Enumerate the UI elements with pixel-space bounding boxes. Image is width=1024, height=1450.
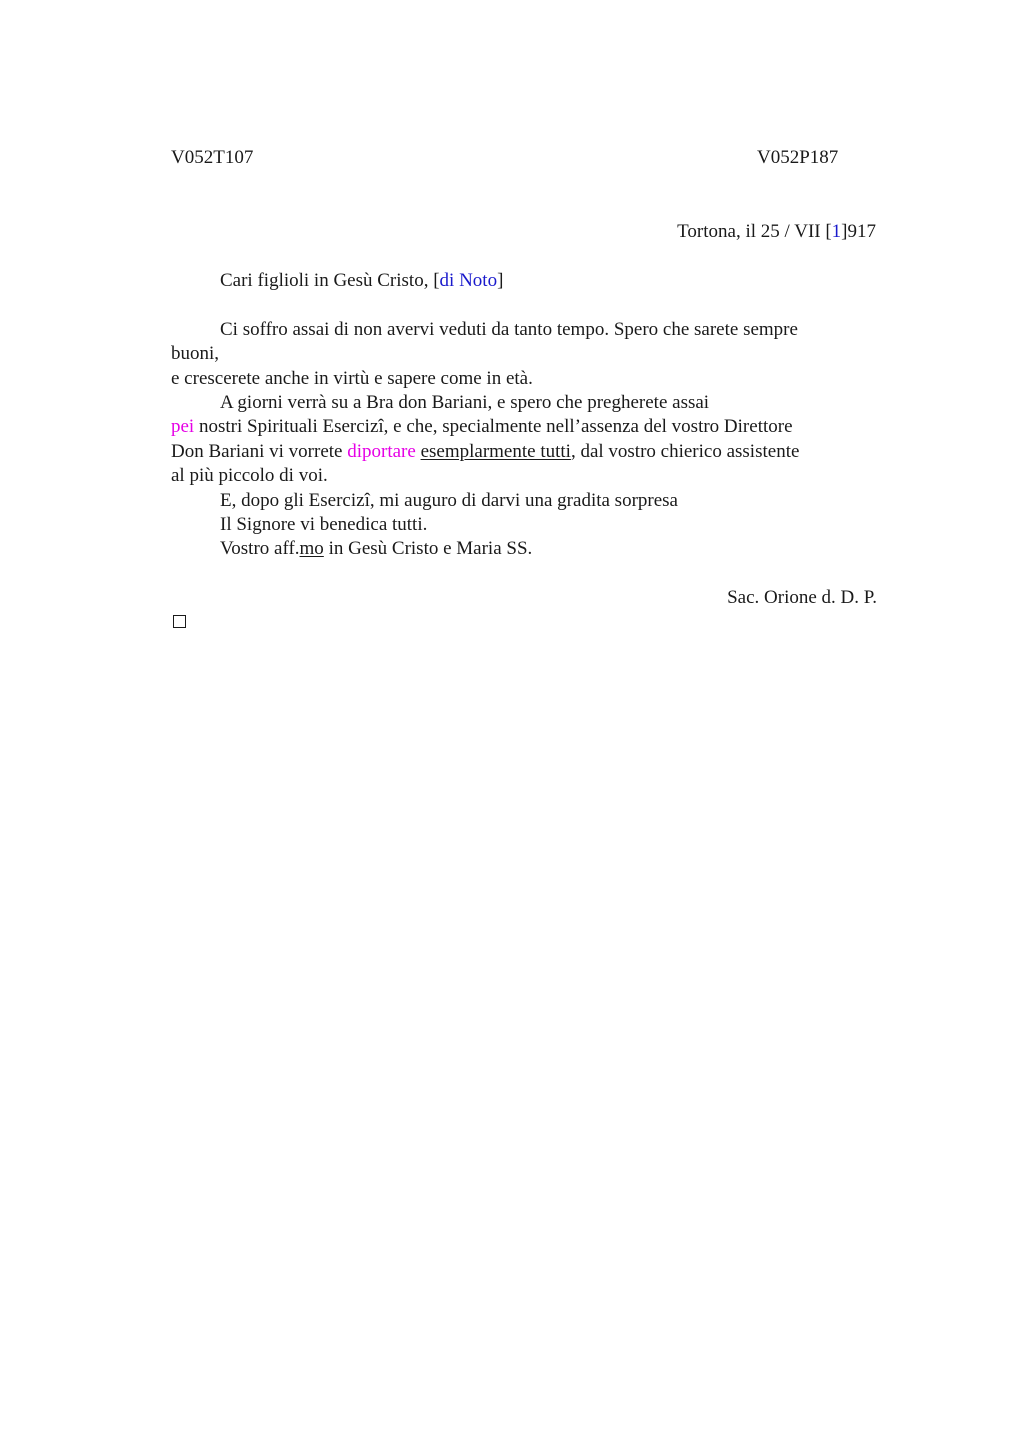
- text-span: nostri Spirituali Esercizî: [194, 416, 384, 437]
- body-paragraph-2-line-1: A giorni verrà su a Bra don Bariani, e spero che pregherete assai: [220, 392, 710, 413]
- editorial-word-diportare: diportare: [347, 441, 416, 462]
- letter-date: [677, 220, 876, 244]
- text-span: , dal vostro chierico assistente: [570, 441, 800, 462]
- text-span: Vostro aff.: [220, 538, 300, 559]
- body-paragraph-2-line-4: al più piccolo di voi.: [171, 465, 328, 486]
- body-paragraph-2-line-3: [171, 440, 799, 464]
- signature: Sac. Orione d. D. P.: [727, 587, 877, 608]
- text-span: Don Bariani vi vorrete: [171, 441, 348, 462]
- body-paragraph-1-line-2: buoni,: [171, 343, 220, 364]
- date-suffix: ]917: [841, 221, 876, 242]
- underlined-phrase: esemplarmente tutti: [420, 441, 571, 462]
- salutation-text: Cari figlioli in Gesù Cristo, [: [220, 270, 440, 291]
- body-paragraph-1-line-1: Ci soffro assai di non avervi veduti da tanto tempo. Spero che sarete sempre: [220, 319, 798, 340]
- closing-line: [220, 537, 532, 561]
- salutation: [220, 269, 503, 293]
- superscript-abbreviation: mo: [299, 538, 324, 559]
- body-paragraph-4: Il Signore vi benedica tutti.: [220, 514, 428, 535]
- date-editorial-digit: 1: [831, 221, 842, 242]
- checkbox-square-icon: [173, 615, 186, 628]
- text-span: , e che, specialmente nell’assenza del vostro Direttore: [383, 416, 793, 437]
- archive-code-left: V052T107: [171, 147, 254, 168]
- body-paragraph-2-line-2: [171, 415, 793, 439]
- date-prefix: Tortona, il 25 / VII [: [677, 221, 832, 242]
- text-span: , mi auguro di darvi una gradita sorpresa: [369, 490, 678, 511]
- body-paragraph-1-line-3: e crescerete anche in virtù e sapere come in età.: [171, 368, 533, 389]
- salutation-recipient: di Noto: [439, 270, 498, 291]
- text-span: E, dopo gli Esercizî: [220, 490, 370, 511]
- body-paragraph-3: [220, 489, 678, 513]
- text-span: in Gesù Cristo e Maria SS.: [323, 538, 533, 559]
- editorial-word-pei: pei: [171, 416, 195, 437]
- salutation-close: ]: [497, 270, 504, 291]
- archive-code-right: V052P187: [757, 147, 839, 168]
